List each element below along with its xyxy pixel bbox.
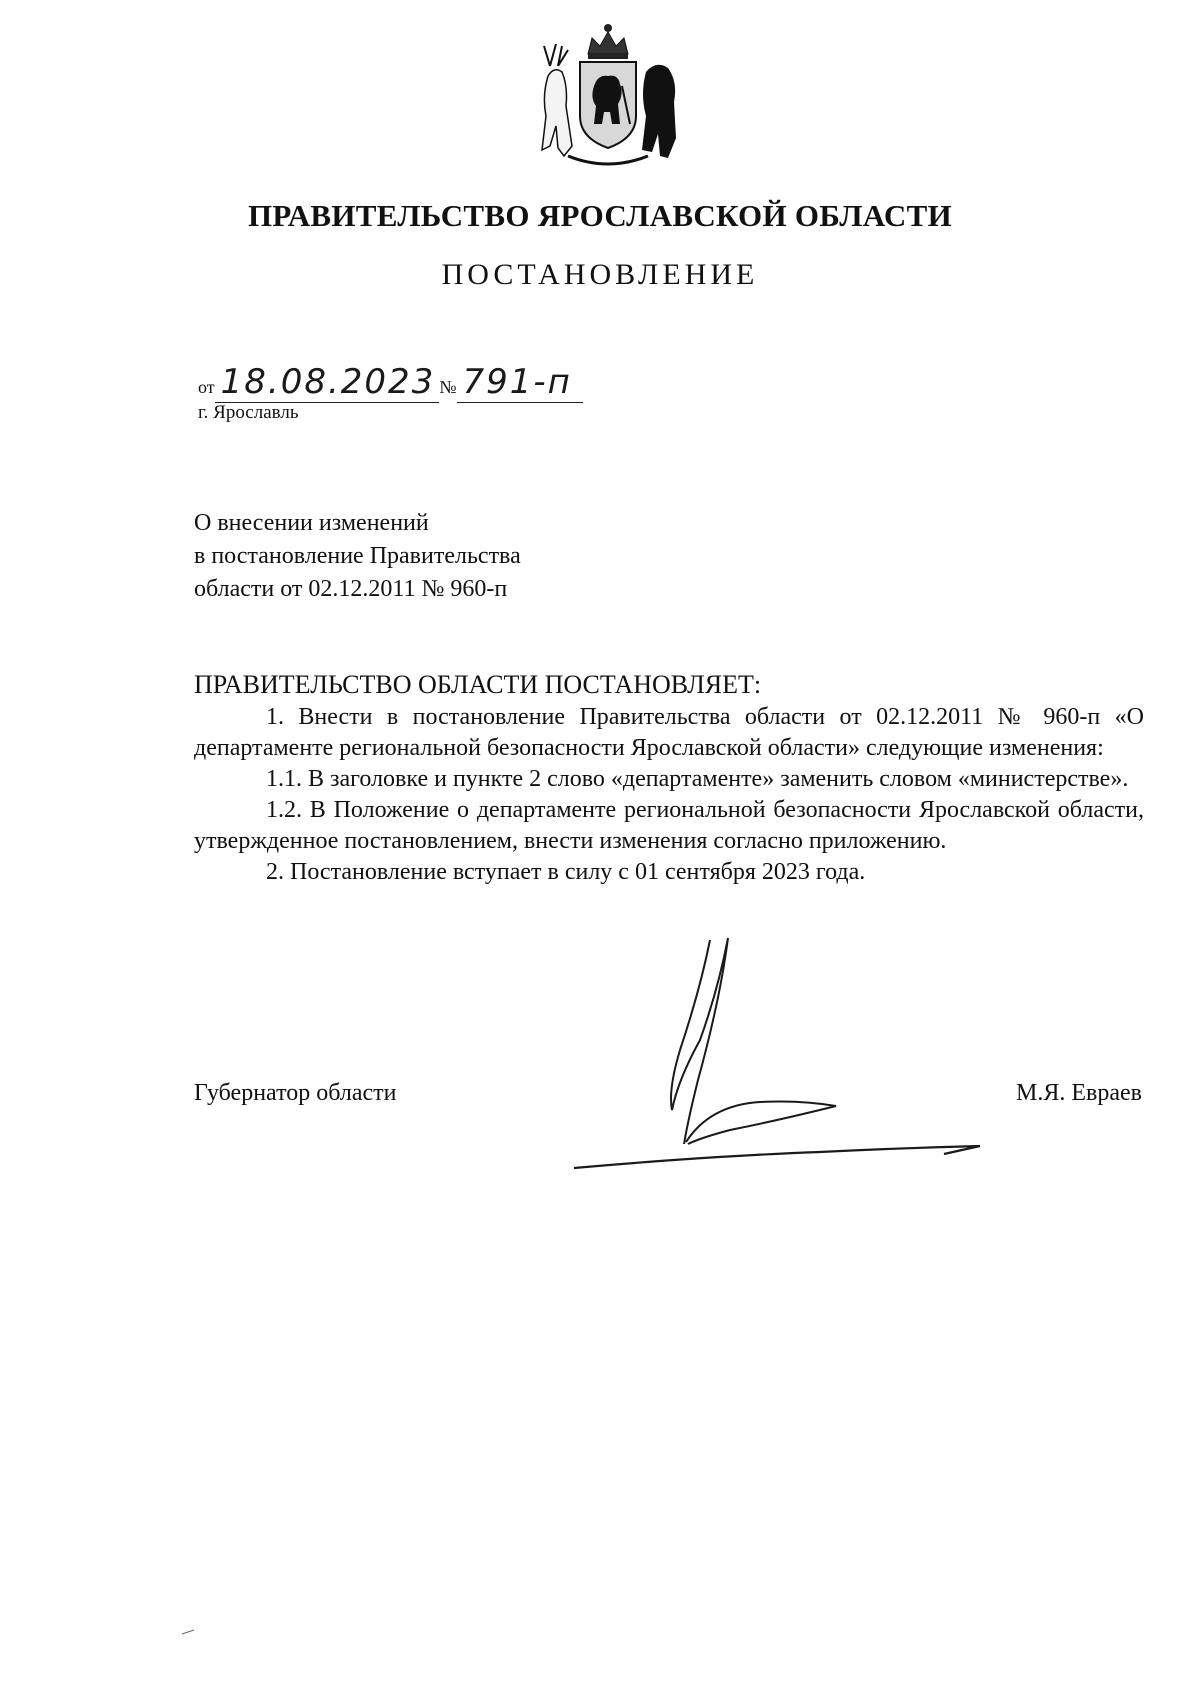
date-value: 18.08.2023 [220,362,436,402]
signatory-name: М.Я. Евраев [1016,1080,1142,1106]
date-prefix: от [198,377,215,397]
scan-mark [180,1620,210,1640]
signatory-title: Губернатор области [194,1080,397,1106]
number-field [457,362,583,403]
city: г. Ярославль [198,402,299,423]
registration-line [198,362,583,403]
paragraph-item-2: 2. Постановление вступает в силу с 01 сентября 2023 года. [266,859,866,885]
subject-line: О внесении изменений [194,510,429,536]
decree-heading: ПРАВИТЕЛЬСТВО ОБЛАСТИ ПОСТАНОВЛЯЕТ: [194,670,762,699]
yaroslavl-coat-of-arms-icon [528,16,688,176]
handwritten-signature-icon [560,930,1000,1170]
date-field [215,362,440,403]
paragraph-item-1-2: 1.2. В Положение о департаменте региональной безопасности Ярославской области, утвержденное постановлением, внести изменения согласно приложению. [194,797,1144,854]
number-value: 791-п [462,362,572,402]
document-body [194,668,1144,888]
document-type: ПОСТАНОВЛЕНИЕ [441,258,759,291]
subject-block [194,507,521,606]
paragraph-item-1: 1. Внести в постановление Правительства области от 02.12.2011 № 960-п «О департаменте региональной безопасности Ярославской области» следующие изменения: [194,704,1144,761]
organization-title: ПРАВИТЕЛЬСТВО ЯРОСЛАВСКОЙ ОБЛАСТИ [248,198,952,233]
subject-line: области от 02.12.2011 № 960-п [194,576,508,602]
number-prefix: № [439,377,457,397]
paragraph-item-1-1: 1.1. В заголовке и пункте 2 слово «департаменте» заменить словом «министерстве». [266,766,1129,792]
subject-line: в постановление Правительства [194,543,521,569]
